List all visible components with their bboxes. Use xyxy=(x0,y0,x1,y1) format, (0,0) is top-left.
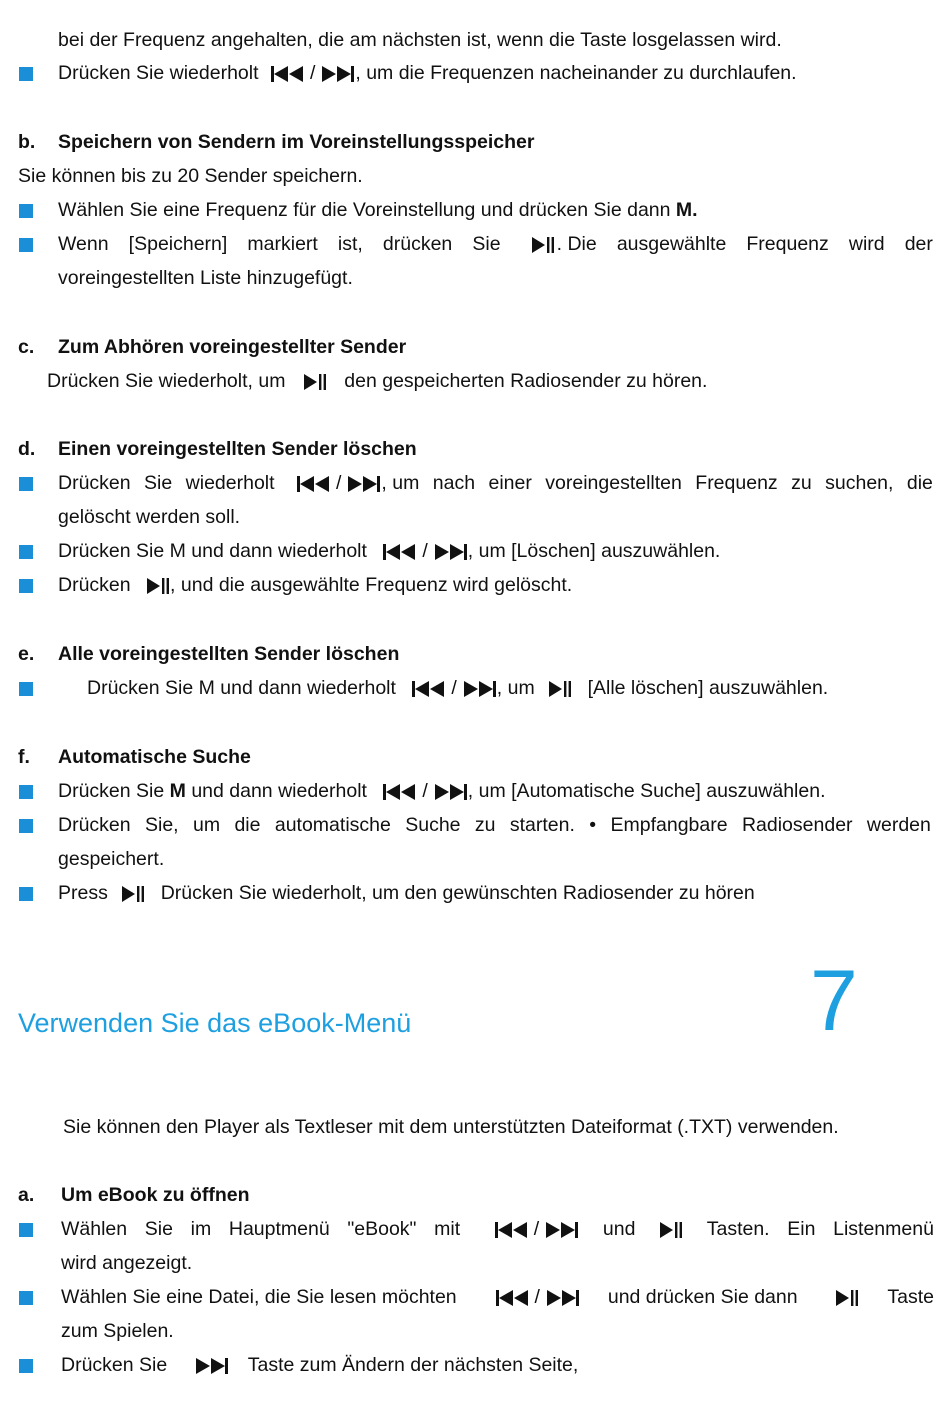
chapter-number: 7 xyxy=(810,953,858,1049)
ebook-bullet2-line1: Wählen Sie eine Datei, die Sie lesen möchten / und drücken Sie dann Taste xyxy=(61,1286,934,1308)
next-track-icon xyxy=(546,1289,580,1307)
next-track-icon xyxy=(347,475,381,493)
section-b-bullet2-line2: voreingestellten Liste hinzugefügt. xyxy=(58,267,353,289)
next-track-icon xyxy=(321,65,355,83)
section-f-bullet2-line2: gespeichert. xyxy=(58,848,165,870)
section-e-bullet1: Drücken Sie M und dann wiederholt / , um [Alle löschen] auszuwählen. xyxy=(87,677,829,699)
bullet-square xyxy=(19,887,33,901)
play-pause-icon xyxy=(303,373,327,391)
section-d-bullet1-line1: Drücken Sie wiederholt / , um nach einer voreingestellten Frequenz zu suchen, die xyxy=(58,472,933,494)
section-f-letter: f. xyxy=(18,746,30,768)
bullet-square xyxy=(19,1359,33,1373)
section-d-bullet1-line2: gelöscht werden soll. xyxy=(58,506,241,528)
section-d-bullet2: Drücken Sie M und dann wiederholt / , um [Löschen] auszuwählen. xyxy=(58,540,721,562)
section-f-bullet2-line1: Drücken Sie, um die automatische Suche zu starten. • Empfangbare Radiosender werden xyxy=(58,814,931,836)
bullet-square xyxy=(19,682,33,696)
section-e-letter: e. xyxy=(18,643,35,665)
section-b-intro: Sie können bis zu 20 Sender speichern. xyxy=(18,165,363,187)
prev-track-icon xyxy=(270,65,304,83)
next-track-icon xyxy=(463,680,497,698)
prev-track-icon xyxy=(494,1221,528,1239)
ebook-section-a-title: Um eBook zu öffnen xyxy=(61,1184,250,1206)
next-track-icon xyxy=(434,543,468,561)
ebook-bullet3: Drücken Sie Taste zum Ändern der nächsten Seite, xyxy=(61,1354,579,1376)
section-b-bullet2-line1: Wenn [Speichern] markiert ist, drücken Sie . Die ausgewählte Frequenz wird der xyxy=(58,233,933,255)
play-pause-icon xyxy=(146,577,170,595)
prev-track-icon xyxy=(382,543,416,561)
section-d-title: Einen voreingestellten Sender löschen xyxy=(58,438,417,460)
section-f-title: Automatische Suche xyxy=(58,746,251,768)
chapter-heading: Verwenden Sie das eBook-Menü xyxy=(18,1008,412,1038)
section-c-letter: c. xyxy=(18,336,35,358)
play-pause-icon xyxy=(121,885,145,903)
bullet-square xyxy=(19,819,33,833)
prev-track-icon xyxy=(296,475,330,493)
play-pause-icon xyxy=(835,1289,859,1307)
bullet-square xyxy=(19,238,33,252)
prev-track-icon xyxy=(411,680,445,698)
bullet-square xyxy=(19,204,33,218)
section-d-letter: d. xyxy=(18,438,36,460)
bullet-square xyxy=(19,785,33,799)
next-track-icon xyxy=(434,783,468,801)
bullet-square xyxy=(19,1291,33,1305)
section-c-title: Zum Abhören voreingestellter Sender xyxy=(58,336,407,358)
section-b-title: Speichern von Sendern im Voreinstellungsspeicher xyxy=(58,131,535,153)
chapter-intro: Sie können den Player als Textleser mit dem unterstützten Dateiformat (.TXT) verwenden. xyxy=(63,1116,839,1138)
prev-track-icon xyxy=(382,783,416,801)
section-b-bullet1: Wählen Sie eine Frequenz für die Voreinstellung und drücken Sie dann M. xyxy=(58,199,698,221)
section-d-bullet3: Drücken , und die ausgewählte Frequenz wird gelöscht. xyxy=(58,574,573,596)
cycle-frequencies-line: Drücken Sie wiederholt / , um die Frequenzen nacheinander zu durchlaufen. xyxy=(58,62,797,84)
section-f-bullet1: Drücken Sie M und dann wiederholt / , um [Automatische Suche] auszuwählen. xyxy=(58,780,826,802)
ebook-bullet2-line2: zum Spielen. xyxy=(61,1320,174,1342)
play-pause-icon xyxy=(659,1221,683,1239)
prev-track-icon xyxy=(495,1289,529,1307)
bullet-square xyxy=(19,477,33,491)
continuation-line: bei der Frequenz angehalten, die am nächsten ist, wenn die Taste losgelassen wird. xyxy=(58,29,782,51)
next-track-icon xyxy=(545,1221,579,1239)
next-track-icon xyxy=(195,1357,229,1375)
ebook-section-a-letter: a. xyxy=(18,1184,35,1206)
bullet-square xyxy=(19,67,33,81)
play-pause-icon xyxy=(531,236,555,254)
section-f-bullet3: Press Drücken Sie wiederholt, um den gewünschten Radiosender zu hören xyxy=(58,882,755,904)
section-e-title: Alle voreingestellten Sender löschen xyxy=(58,643,400,665)
play-pause-icon xyxy=(548,680,572,698)
bullet-square xyxy=(19,579,33,593)
ebook-bullet1-line1: Wählen Sie im Hauptmenü "eBook" mit / und Tasten. Ein Listenmenü xyxy=(61,1218,934,1240)
section-b-letter: b. xyxy=(18,131,36,153)
section-c-line: Drücken Sie wiederholt, um den gespeicherten Radiosender zu hören. xyxy=(47,370,708,392)
ebook-bullet1-line2: wird angezeigt. xyxy=(61,1252,193,1274)
bullet-square xyxy=(19,545,33,559)
bullet-square xyxy=(19,1223,33,1237)
